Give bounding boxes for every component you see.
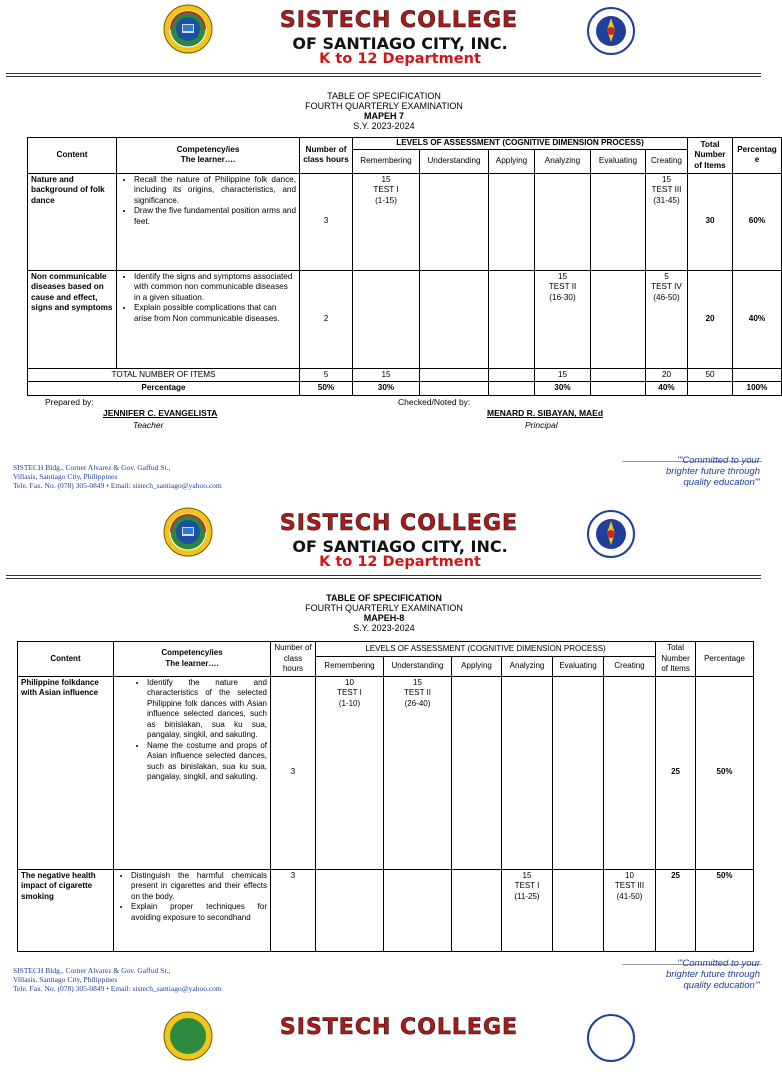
competency-item: • Draw the five fundamental position arms and feet. <box>134 206 296 227</box>
footer-motto: "'Committed to your brighter future through quality education"' <box>665 958 760 991</box>
content-cell: Nature and background of folk dance <box>28 173 117 270</box>
total-row <box>28 368 782 382</box>
understanding-cell: 15 TEST II (26-40) <box>384 676 452 869</box>
header-competency: Competency/ies The learner…. <box>114 642 271 677</box>
understanding-cell <box>420 173 489 270</box>
college-name: SISTECH COLLEGE <box>279 1015 519 1040</box>
checker-name: MENARD R. SIBAYAN, MAEd <box>487 408 604 418</box>
college-subtitle: OF SANTIAGO CITY, INC. <box>292 34 508 53</box>
applying-cell <box>452 869 502 951</box>
footer-address: SISTECH Bldg., Corner Alvarez & Gov. Gaffud St., Villasis, Santiago City, Philippines Tele. Fax. No. (078) 305-0849 • Email: sistech_santiago@yahoo.com <box>13 966 222 993</box>
total-cell: 20 <box>688 270 733 368</box>
header-hours: Number of class hours <box>271 642 316 677</box>
evaluating-cell <box>591 173 646 270</box>
table-row <box>28 173 782 270</box>
percentage-cell: 50% <box>696 869 754 951</box>
analyzing-cell <box>535 173 591 270</box>
total-cell: 25 <box>656 676 696 869</box>
letterhead <box>0 503 768 573</box>
preparer-name: JENNIFER C. EVANGELISTA <box>103 408 218 418</box>
creating-cell: 10 TEST III (41-50) <box>604 869 656 951</box>
header-analyzing: Analyzing <box>535 149 591 173</box>
total-label: TOTAL NUMBER OF ITEMS <box>28 368 300 382</box>
total-creating: 20 <box>646 368 688 382</box>
header-total: Total Number of Items <box>688 138 733 174</box>
total-analyzing: 15 <box>535 368 591 382</box>
content-cell: Non communicable diseases based on cause and effect, signs and symptoms <box>28 270 117 368</box>
applying-cell <box>489 173 535 270</box>
content-cell: Philippine folkdance with Asian influence <box>18 676 114 869</box>
department-name: K to 12 Department <box>319 51 481 67</box>
total-remembering: 15 <box>353 368 420 382</box>
competency-item: • Explain possible complications that can arise from Non communicable diseases. <box>134 303 296 324</box>
header-evaluating: Evaluating <box>553 656 604 676</box>
header-percentage: Percentag e <box>733 138 782 174</box>
header-analyzing: Analyzing <box>502 656 553 676</box>
remembering-cell <box>353 270 420 368</box>
percentage-cell: 50% <box>696 676 754 869</box>
percentage-cell: 60% <box>733 173 782 270</box>
deped-seal-icon <box>586 509 636 559</box>
creating-cell <box>604 676 656 869</box>
remembering-cell: 10 TEST I (1-10) <box>316 676 384 869</box>
letterhead <box>0 1007 768 1077</box>
checker-role: Principal <box>525 420 558 430</box>
analyzing-cell: 15 TEST II (16-30) <box>535 270 591 368</box>
header-remembering: Remembering <box>353 149 420 173</box>
college-name: SISTECH COLLEGE <box>279 8 519 33</box>
remembering-cell <box>316 869 384 951</box>
hours-cell: 3 <box>300 173 353 270</box>
understanding-cell <box>420 270 489 368</box>
total-hours: 5 <box>300 368 353 382</box>
tos-title-text: TABLE OF SPECIFICATION <box>326 593 442 603</box>
header-total: Total Number of Items <box>656 642 696 677</box>
table-row <box>28 270 782 368</box>
header-applying: Applying <box>452 656 502 676</box>
header-evaluating: Evaluating <box>591 149 646 173</box>
header-understanding: Understanding <box>384 656 452 676</box>
competency-item: • Identify the signs and symptoms associated with common non communicable diseases in a given situation. <box>134 272 296 304</box>
school-year: S.Y. 2023-2024 <box>353 623 415 633</box>
subject-name: MAPEH 7 <box>363 111 404 121</box>
evaluating-cell <box>553 676 604 869</box>
checked-by-label: Checked/Noted by: <box>398 397 471 407</box>
creating-cell: 5 TEST IV (46-50) <box>646 270 688 368</box>
analyzing-cell <box>502 676 553 869</box>
preparer-role: Teacher <box>133 420 164 430</box>
pct-total: 100% <box>733 382 782 396</box>
header-applying: Applying <box>489 149 535 173</box>
competency-cell <box>117 270 300 368</box>
tos-title <box>0 91 768 131</box>
header-content: Content <box>28 138 117 174</box>
footer-address: SISTECH Bldg., Corner Alvarez & Gov. Gaffud St., Villasis, Santiago City, Philippines Tele. Fax. No. (078) 305-0849 • Email: sistech_santiago@yahoo.com <box>13 463 222 490</box>
department-name: K to 12 Department <box>319 554 481 570</box>
exam-name: FOURTH QUARTERLY EXAMINATION <box>305 603 463 613</box>
competency-item: • Identify the nature and characteristics of the selected Philippine folk dances with Asian influence selected dances, such as binislakan, sua ku sua, pangalay, singkil, and sakuting. <box>147 678 267 741</box>
header-creating: Creating <box>646 149 688 173</box>
competency-cell <box>117 173 300 270</box>
evaluating-cell <box>591 270 646 368</box>
percentage-label: Percentage <box>28 382 300 396</box>
header-percentage: Percentage <box>696 642 754 677</box>
footer-motto: "'Committed to your brighter future through quality education"' <box>665 455 760 488</box>
analyzing-cell: 15 TEST I (11-25) <box>502 869 553 951</box>
header-creating: Creating <box>604 656 656 676</box>
pct-hours: 50% <box>300 382 353 396</box>
sistech-seal-icon <box>163 1011 213 1061</box>
competency-cell <box>114 676 271 869</box>
competency-item: • Distinguish the harmful chemicals present in cigarettes and their effects on the body. <box>131 871 267 903</box>
sistech-seal-icon <box>163 507 213 557</box>
competency-item: • Explain proper techniques for avoiding exposure to secondhand <box>131 902 267 923</box>
pct-creating: 40% <box>646 382 688 396</box>
hours-cell: 2 <box>300 270 353 368</box>
percentage-row <box>28 382 782 396</box>
total-items: 50 <box>688 368 733 382</box>
content-cell: The negative health impact of cigarette smoking <box>18 869 114 951</box>
exam-name: FOURTH QUARTERLY EXAMINATION <box>305 101 463 111</box>
total-cell: 30 <box>688 173 733 270</box>
tos-table-mapeh7 <box>27 137 782 396</box>
header-levels: LEVELS OF ASSESSMENT (COGNITIVE DIMENSION PROCESS) <box>353 138 688 150</box>
sistech-seal-icon <box>163 4 213 54</box>
header-divider <box>6 73 761 77</box>
evaluating-cell <box>553 869 604 951</box>
total-cell: 25 <box>656 869 696 951</box>
prepared-by-label: Prepared by: <box>45 397 94 407</box>
college-name: SISTECH COLLEGE <box>279 511 519 536</box>
letterhead <box>0 0 768 70</box>
percentage-cell: 40% <box>733 270 782 368</box>
header-hours: Number of class hours <box>300 138 353 174</box>
header-remembering: Remembering <box>316 656 384 676</box>
competency-cell <box>114 869 271 951</box>
hours-cell: 3 <box>271 676 316 869</box>
subject-name: MAPEH-8 <box>363 613 405 623</box>
understanding-cell <box>384 869 452 951</box>
tos-table-mapeh8 <box>17 641 754 952</box>
table-row <box>18 869 754 951</box>
pct-remembering: 30% <box>353 382 420 396</box>
deped-seal-icon <box>586 6 636 56</box>
applying-cell <box>489 270 535 368</box>
header-levels: LEVELS OF ASSESSMENT (COGNITIVE DIMENSION PROCESS) <box>316 642 656 657</box>
competency-item: • Recall the nature of Philippine folk dance, including its origins, characteristics, and significance. <box>134 175 296 207</box>
deped-seal-icon <box>586 1013 636 1063</box>
remembering-cell: 15 TEST I (1-15) <box>353 173 420 270</box>
tos-title <box>0 593 768 633</box>
applying-cell <box>452 676 502 869</box>
table-row <box>18 676 754 869</box>
header-competency: Competency/ies The learner…. <box>117 138 300 174</box>
pct-analyzing: 30% <box>535 382 591 396</box>
header-understanding: Understanding <box>420 149 489 173</box>
hours-cell: 3 <box>271 869 316 951</box>
header-content: Content <box>18 642 114 677</box>
college-subtitle: OF SANTIAGO CITY, INC. <box>292 537 508 556</box>
competency-item: • Name the costume and props of Asian influence selected dances, such as binislakan, sua ku sua, pangalay, singkil, and sakuting. <box>147 741 267 783</box>
creating-cell: 15 TEST III (31-45) <box>646 173 688 270</box>
tos-title-text: TABLE OF SPECIFICATION <box>327 91 441 101</box>
school-year: S.Y. 2023-2024 <box>353 121 415 131</box>
header-divider <box>6 575 761 579</box>
